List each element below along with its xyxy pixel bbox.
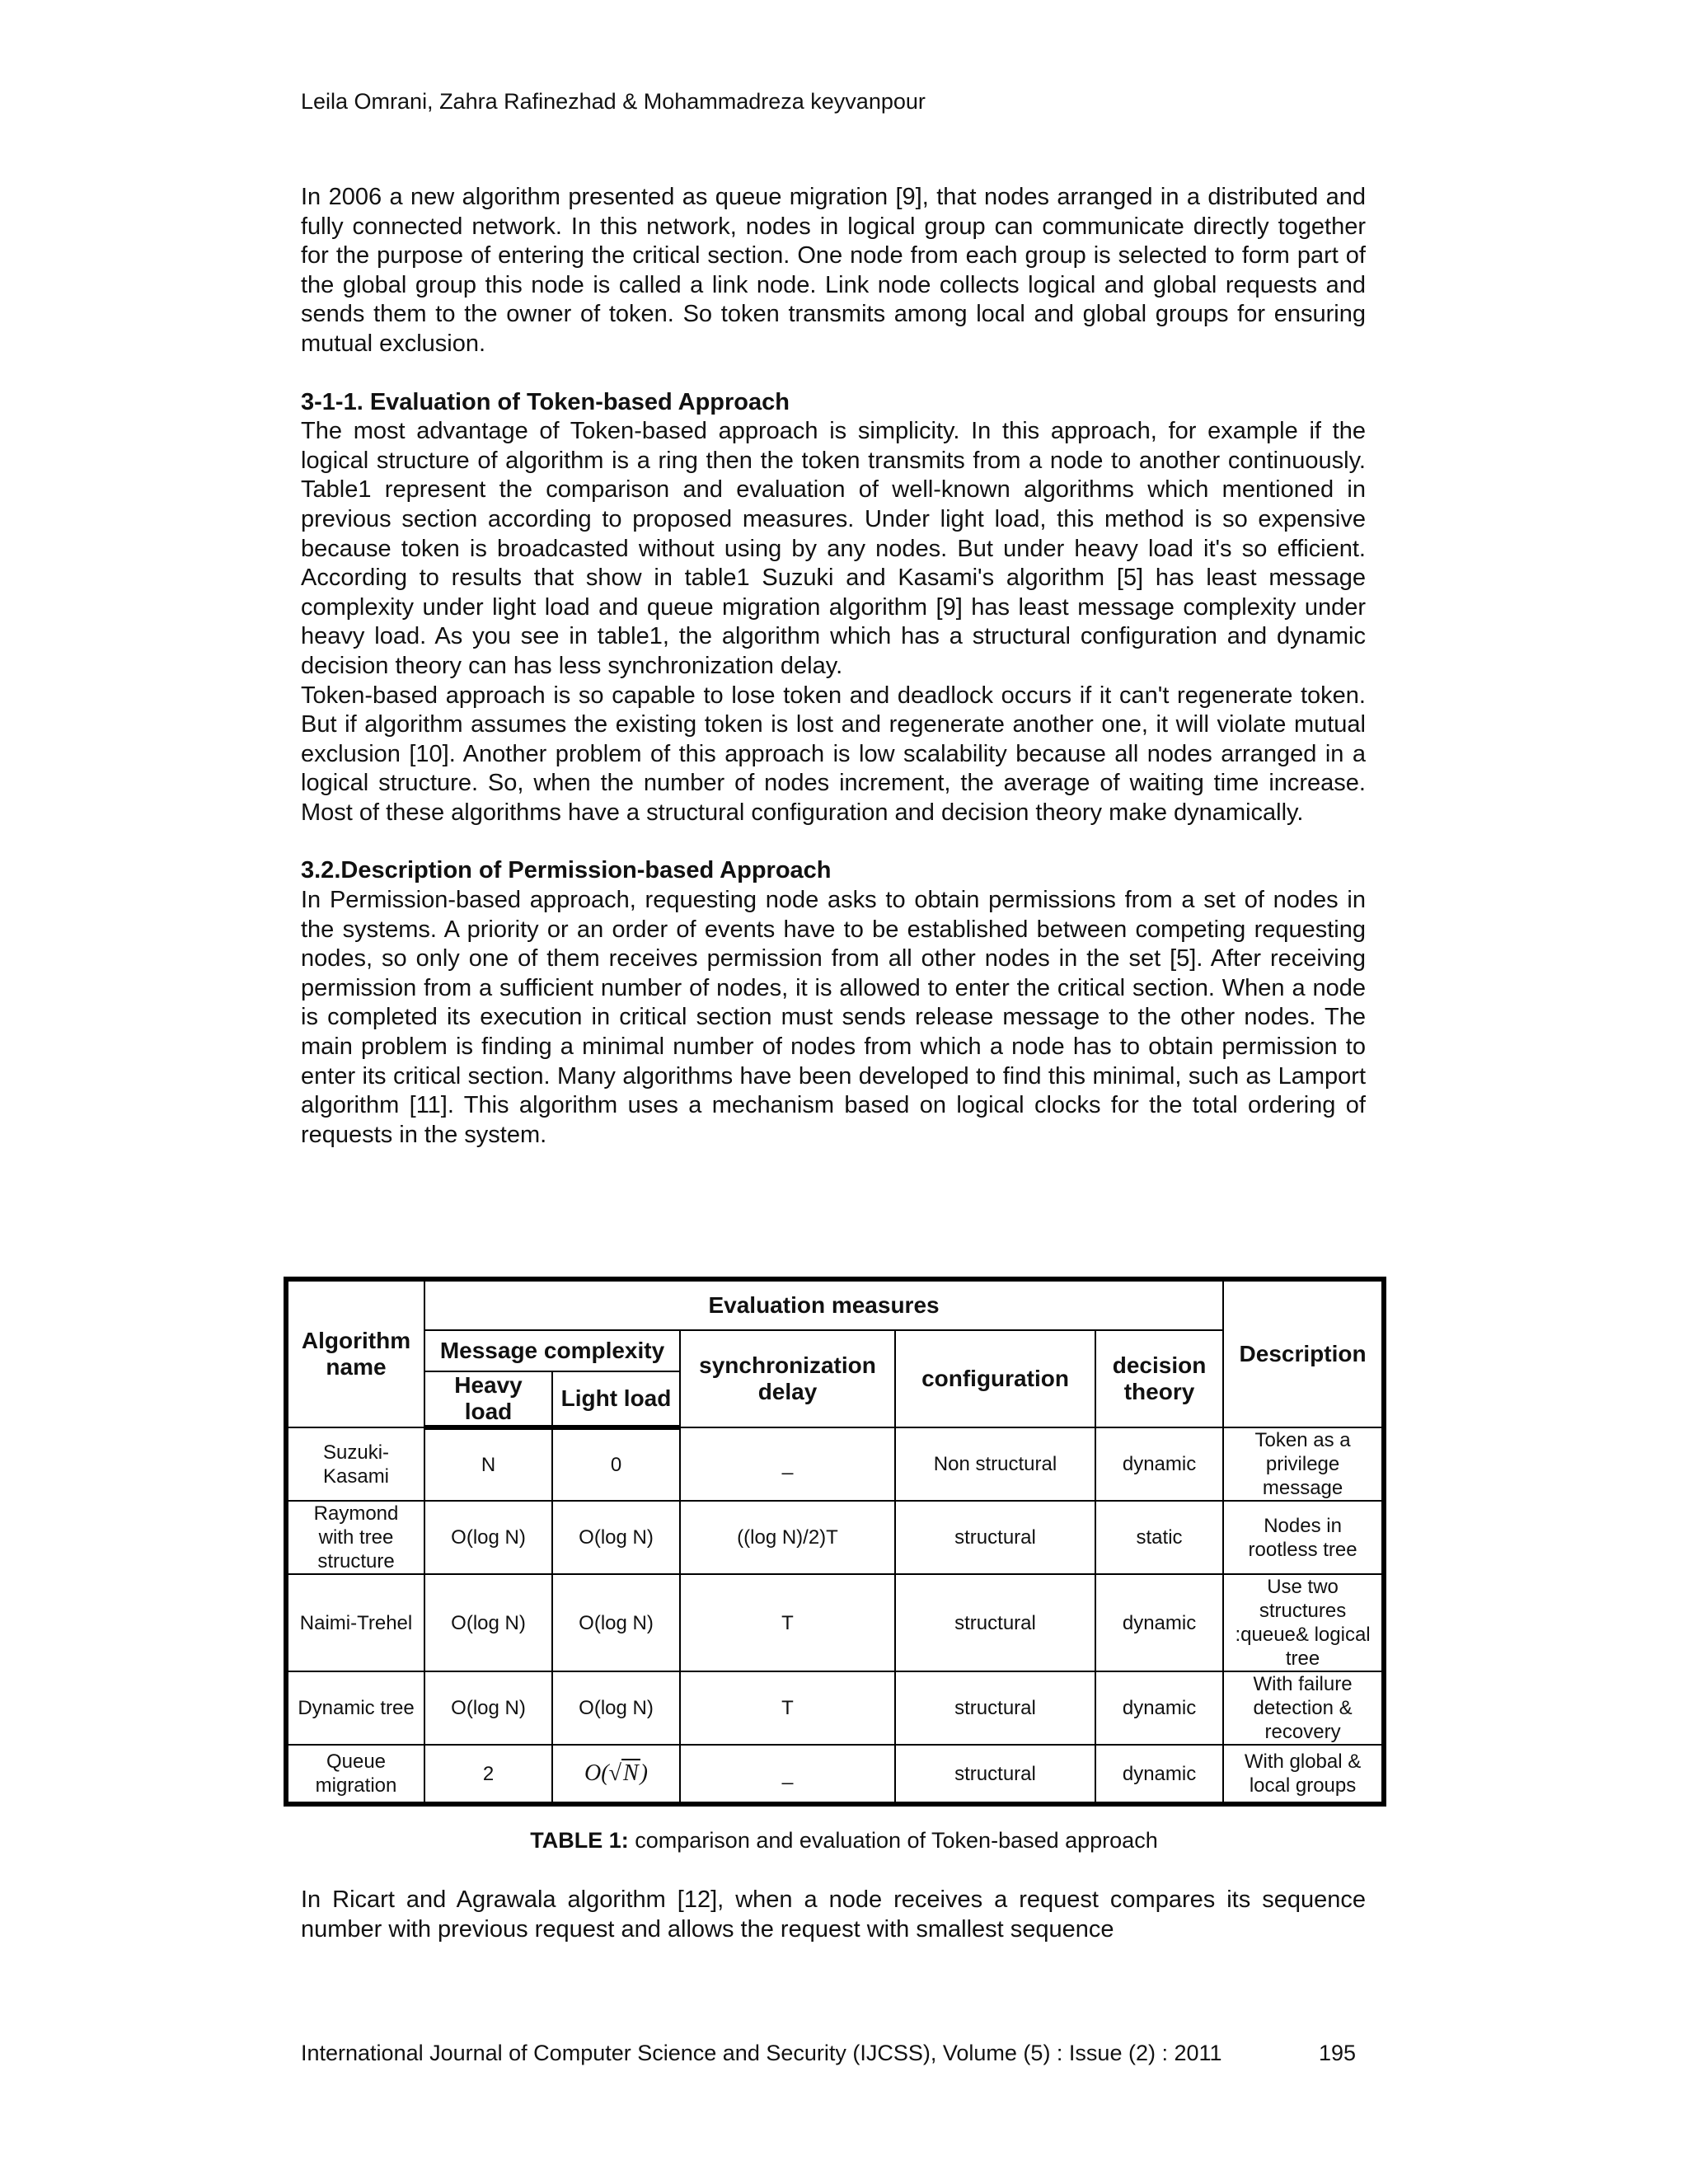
evaluation-table-container — [284, 1277, 1381, 1807]
formula-prefix: O( — [584, 1760, 609, 1786]
table-row — [286, 1745, 1384, 1804]
header-configuration: configuration — [895, 1330, 1095, 1427]
cell-decision: dynamic — [1095, 1671, 1223, 1745]
cell-configuration: structural — [895, 1671, 1095, 1745]
paragraph-permission: In Permission-based approach, requesting node asks to obtain permissions from a set of nodes in the systems. A priority or an order of events have to be established between competing requesting nodes, so only one of them receives permission from all other nodes in the set [5]. After receiving permission from a sufficient number of nodes, it is allowed to enter the critical section. When a node is completed its execution in critical section must sends release message to the other nodes. The main problem is finding a minimal number of nodes from which a node has to obtain permission to enter its critical section. Many algorithms have been developed to find this minimal, such as Lamport algorithm [11]. This algorithm uses a mechanism based on logical clocks for the total ordering of requests in the system. — [301, 887, 1366, 1148]
cell-heavy-load: O(log N) — [424, 1671, 552, 1745]
table-row — [286, 1427, 1384, 1501]
cell-description: Token as a privilege message — [1223, 1427, 1384, 1501]
cell-light-load: O(log N) — [552, 1574, 680, 1671]
cell-light-load: O(log N) — [552, 1501, 680, 1574]
sqrt-formula — [584, 1759, 648, 1786]
section-heading-token-eval: 3-1-1. Evaluation of Token-based Approach — [301, 388, 790, 415]
cell-sync-delay: T — [680, 1574, 895, 1671]
cell-algorithm: Naimi-Trehel — [286, 1574, 424, 1671]
cell-light-load — [552, 1745, 680, 1804]
cell-sync-delay: ((log N)/2)T — [680, 1501, 895, 1574]
cell-heavy-load: O(log N) — [424, 1501, 552, 1574]
cell-light-load: 0 — [552, 1427, 680, 1501]
cell-sync-delay: _ — [680, 1427, 895, 1501]
journal-footer: International Journal of Computer Science and Security (IJCSS), Volume (5) : Issue (2) : 2011 — [301, 2041, 1222, 2065]
cell-heavy-load: O(log N) — [424, 1574, 552, 1671]
paragraph-queue-migration: In 2006 a new algorithm presented as queue migration [9], that nodes arranged in a distributed and fully connected network. In this network, nodes in logical group can communicate directly together for the purpose of entering the critical section. One node from each group is selected to form part of the global group this node is called a link node. Link node collects logical and global requests and sends them to the owner of token. So token transmits among local and global groups for ensuring mutual exclusion. — [301, 184, 1366, 357]
cell-heavy-load: N — [424, 1427, 552, 1501]
cell-algorithm: Dynamic tree — [286, 1671, 424, 1745]
table-caption — [0, 1828, 1688, 1854]
header-algorithm-name: Algorithm name — [286, 1279, 424, 1427]
cell-configuration: structural — [895, 1745, 1095, 1804]
header-message-complexity: Message complexity — [424, 1330, 680, 1371]
cell-configuration: Non structural — [895, 1427, 1095, 1501]
paragraph-token-eval-2: Token-based approach is so capable to lose token and deadlock occurs if it can't regenerate token. But if algorithm assumes the existing token is lost and regenerate another one, it will violate mutual exclusion [10]. Another problem of this approach is low scalability because all nodes arranged in a logical structure. So, when the number of nodes increment, the average of waiting time increase. Most of these algorithms have a structural configuration and decision theory make dynamically. — [301, 682, 1366, 826]
cell-algorithm: Raymond with tree structure — [286, 1501, 424, 1574]
main-text — [301, 183, 1366, 1150]
formula-argument: N — [622, 1760, 639, 1786]
paragraph-token-eval-1: The most advantage of Token-based approach is simplicity. In this approach, for example if the logical structure of algorithm is a ring then the token transmits from a node to another continuously. Table1 represent the comparison and evaluation of well-known algorithms which mentioned in previous section according to proposed measures. Under light load, this method is so expensive because token is broadcasted without using by any nodes. But under heavy load it's so efficient. According to results that show in table1 Suzuki and Kasami's algorithm [5] has least message complexity under light load and queue migration algorithm [9] has least message complexity under heavy load. As you see in table1, the algorithm which has a structural configuration and dynamic decision theory can has less synchronization delay. — [301, 418, 1366, 679]
header-synchronization-delay: synchronization delay — [680, 1330, 895, 1427]
cell-heavy-load: 2 — [424, 1745, 552, 1804]
cell-sync-delay: _ — [680, 1745, 895, 1804]
cell-decision: dynamic — [1095, 1745, 1223, 1804]
evaluation-table — [284, 1277, 1386, 1807]
sqrt-icon: √ — [608, 1760, 621, 1786]
paragraph-ricart: In Ricart and Agrawala algorithm [12], when a node receives a request compares its sequence number with previous request and allows the request with smallest sequence — [301, 1886, 1366, 1943]
cell-decision: dynamic — [1095, 1574, 1223, 1671]
header-light-load: Light load — [552, 1371, 680, 1427]
formula-suffix: ) — [640, 1760, 648, 1786]
cell-decision: static — [1095, 1501, 1223, 1574]
cell-description: Use two structures :queue& logical tree — [1223, 1574, 1384, 1671]
section-heading-permission: 3.2.Description of Permission-based Approach — [301, 857, 832, 884]
page-number: 195 — [1319, 2041, 1357, 2065]
header-decision-theory: decision theory — [1095, 1330, 1223, 1427]
cell-sync-delay: T — [680, 1671, 895, 1745]
cell-description: Nodes in rootless tree — [1223, 1501, 1384, 1574]
cell-description: With failure detection & recovery — [1223, 1671, 1384, 1745]
header-description: Description — [1223, 1279, 1384, 1427]
header-evaluation-measures: Evaluation measures — [424, 1279, 1223, 1330]
table-row — [286, 1574, 1384, 1671]
cell-description: With global & local groups — [1223, 1745, 1384, 1804]
cell-decision: dynamic — [1095, 1427, 1223, 1501]
cell-configuration: structural — [895, 1501, 1095, 1574]
cell-algorithm: Suzuki-Kasami — [286, 1427, 424, 1501]
header-heavy-load: Heavy load — [424, 1371, 552, 1427]
table-row — [286, 1501, 1384, 1574]
running-header: Leila Omrani, Zahra Rafinezhad & Mohammadreza keyvanpour — [301, 89, 926, 114]
table-caption-text: comparison and evaluation of Token-based approach — [628, 1828, 1158, 1853]
cell-algorithm: Queue migration — [286, 1745, 424, 1804]
trailing-text — [301, 1886, 1366, 1944]
table-row — [286, 1671, 1384, 1745]
table-caption-label: TABLE 1: — [530, 1828, 629, 1853]
cell-configuration: structural — [895, 1574, 1095, 1671]
cell-light-load: O(log N) — [552, 1671, 680, 1745]
